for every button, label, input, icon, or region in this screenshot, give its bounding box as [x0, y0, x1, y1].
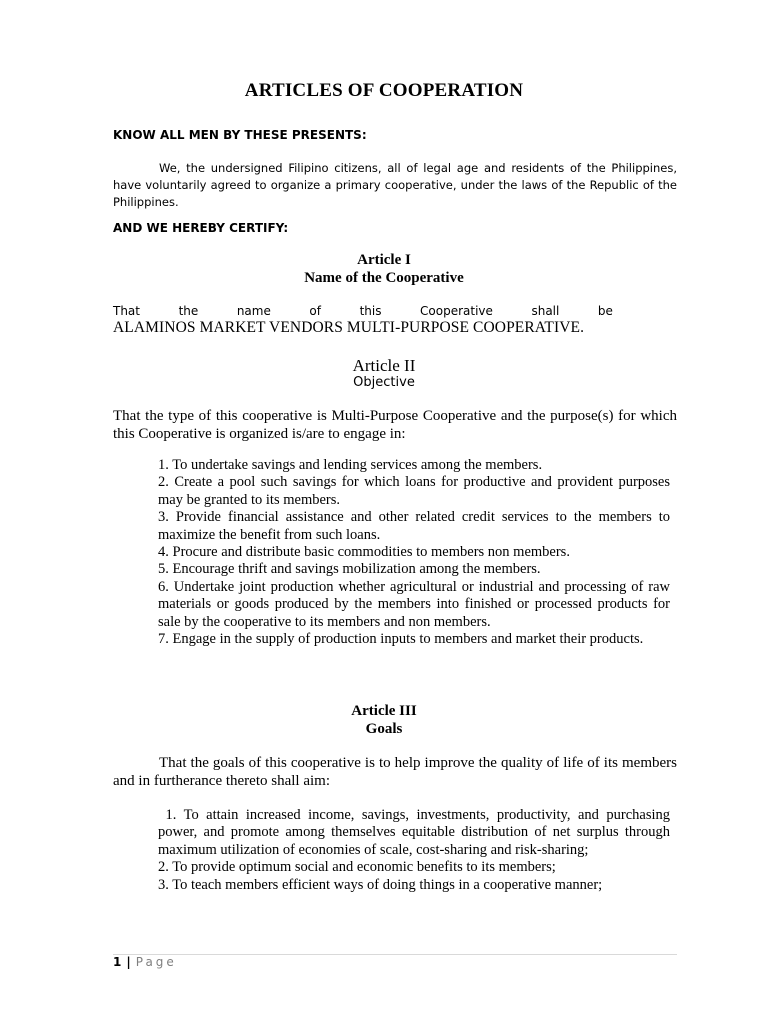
list-item: 3. Provide financial assistance and other related credit services to the members to maximize the benefit from such loans.	[158, 509, 670, 543]
cooperative-name: ALAMINOS MARKET VENDORS MULTI-PURPOSE COOPERATIVE.	[113, 319, 585, 336]
page-number: 1	[113, 955, 122, 969]
article-3-title: Goals	[365, 721, 403, 737]
name-line-word: this	[359, 304, 382, 318]
article-3-intro-text: That the goals of this cooperative is to help improve the quality of life of its members and in furtherance thereto shall aim:	[113, 755, 677, 789]
list-item: 4. Procure and distribute basic commodities to members non members.	[158, 544, 570, 561]
list-item: 7. Engage in the supply of production inputs to members and market their products.	[158, 631, 644, 648]
footer-separator: |	[126, 955, 131, 969]
name-line-word: shall	[531, 304, 560, 318]
know-all-men-heading: KNOW ALL MEN BY THESE PRESENTS:	[113, 128, 367, 142]
name-line-word: Cooperative	[420, 304, 493, 318]
list-item: 3. To teach members efficient ways of doing things in a cooperative manner;	[158, 876, 603, 893]
page-label: Page	[135, 955, 177, 969]
name-line-word: That	[113, 304, 140, 318]
article-3-goals-list	[158, 807, 674, 894]
list-item: 6. Undertake joint production whether agricultural or industrial and processing of raw materials or goods produced by the members into finished or processed products for sale by the cooperative to its members and non members.	[158, 578, 670, 630]
list-item: 1. To attain increased income, savings, investments, productivity, and purchasing power, and promote among themselves equitable distribution of net surplus through maximum utilization of economies of scale, cost-sharing and risk-sharing;	[158, 807, 674, 858]
list-item: 2. To provide optimum social and economic benefits to its members;	[158, 859, 556, 876]
list-item: 5. Encourage thrift and savings mobilization among the members.	[158, 561, 541, 578]
certify-heading: AND WE HEREBY CERTIFY:	[113, 221, 289, 235]
article-1-number: Article I	[357, 252, 411, 268]
name-line-word: the	[178, 304, 199, 318]
article-3-intro	[113, 754, 677, 790]
article-1-title: Name of the Cooperative	[304, 270, 464, 286]
document-title: ARTICLES OF COOPERATION	[244, 80, 524, 101]
article-2-title: Objective	[353, 375, 415, 390]
name-line-word: of	[309, 304, 321, 318]
article-3-number: Article III	[351, 703, 417, 719]
article-1-name-line	[113, 304, 613, 318]
article-2-number: Article II	[352, 356, 416, 375]
intro-paragraph	[113, 160, 677, 211]
name-line-word: be	[597, 304, 613, 318]
list-item: 2. Create a pool such savings for which loans for productive and provident purposes may be granted to its members.	[158, 474, 670, 508]
list-item: 1. To undertake savings and lending services among the members.	[158, 457, 543, 473]
intro-text: We, the undersigned Filipino citizens, all of legal age and residents of the Philippines, have voluntarily agreed to organize a primary cooperative, under the laws of the Republic of the Philippines.	[113, 161, 677, 209]
page-footer	[113, 955, 177, 969]
article-2-intro: That the type of this cooperative is Multi-Purpose Cooperative and the purpose(s) for which this Cooperative is organized is/are to engage in:	[113, 408, 677, 442]
footer-divider	[113, 954, 677, 955]
article-2-objectives-list	[158, 457, 670, 648]
name-line-word: name	[236, 304, 271, 318]
